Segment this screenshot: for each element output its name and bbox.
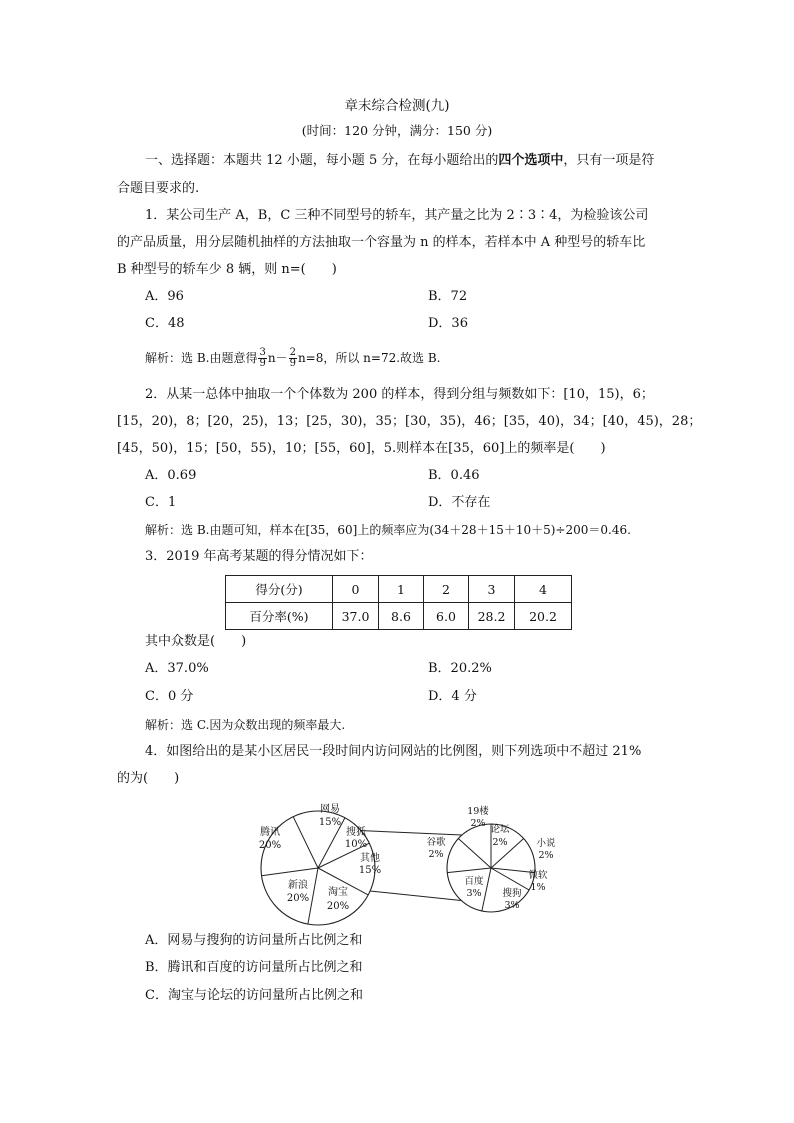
pie-slice-value: 15% (318, 817, 342, 828)
pie-slice-label: 搜狗 (502, 888, 522, 899)
q2-option-b[interactable]: B．0.46 (428, 468, 480, 483)
pie-slice-value: 1% (530, 882, 546, 893)
section-line2: 合题目要求的. (117, 181, 200, 196)
table-cell: 28.2 (469, 603, 515, 630)
q1-solution-prefix: 解析：选 B.由题意得 (145, 351, 258, 365)
table-cell: 1 (379, 576, 424, 603)
q1-solution-suffix: n=8，所以 n=72.故选 B. (297, 351, 441, 365)
table-cell: 4 (515, 576, 572, 603)
pie-slice-label: 网易 (320, 804, 340, 815)
q3-option-b[interactable]: B．20.2% (428, 661, 492, 676)
pie-slice-value: 2% (470, 818, 486, 829)
pie-slice-label: 腾讯 (260, 827, 280, 838)
pie-slice-value: 10% (344, 839, 368, 850)
q1-frac2-den: 9 (289, 358, 296, 369)
q1-option-c[interactable]: C．48 (145, 316, 185, 331)
q4-line2: 的为( ) (117, 771, 180, 786)
page-title: 章末综合检测(九) (344, 98, 450, 114)
pie-slice-label: 淘宝 (328, 887, 348, 898)
table-cell: 3 (469, 576, 515, 603)
pie-slice-value: 20% (258, 840, 282, 851)
pie-slice-label: 19楼 (467, 806, 489, 817)
section-heading (145, 152, 654, 170)
q3-line1: 3．2019 年高考某题的得分情况如下： (145, 549, 373, 564)
table-cell: 6.0 (424, 603, 469, 630)
pie-slice-label: 微软 (528, 870, 548, 881)
table-cell: 0 (333, 576, 379, 603)
q4-line1: 4．如图给出的是某小区居民一段时间内访问网站的比例图，则下列选项中不超过 21% (145, 744, 642, 759)
q3-option-c[interactable]: C．0 分 (145, 689, 194, 704)
table-cell: 20.2 (515, 603, 572, 630)
pie-slice-label: 新浪 (288, 880, 308, 891)
q1-option-a[interactable]: A．96 (145, 289, 184, 304)
pie-slice-label: 谷歌 (426, 837, 446, 848)
website-pie-charts (250, 795, 570, 930)
q2-solution: 解析：选 B.由题可知，样本在[35，60]上的频率应为(34＋28＋15＋10＋5)÷200＝0.46. (145, 523, 631, 537)
section-line1-bold: 四个选项中 (498, 153, 564, 168)
q2-line3: [45，50)，15；[50，55)，10；[55，60]，5.则样本在[35，60]上的频率是( ) (117, 441, 606, 456)
pie-slice-value: 15% (358, 865, 382, 876)
q1-option-d[interactable]: D．36 (428, 316, 468, 331)
pie-slice-value: 2% (538, 850, 554, 861)
q3-option-d[interactable]: D．4 分 (428, 689, 477, 704)
q3-option-a[interactable]: A．37.0% (145, 661, 209, 676)
q4-option-b[interactable]: B．腾讯和百度的访问量所占比例之和 (145, 960, 363, 975)
q1-line2: 的产品质量，用分层随机抽样的方法抽取一个容量为 n 的样本，若样本中 A 种型号的轿车比 (117, 235, 646, 250)
q1-solution-mid: n－ (267, 351, 288, 365)
pie-slice-label: 论坛 (490, 824, 510, 835)
section-line1-suffix: ，只有一项是符 (563, 153, 655, 168)
q1-frac2-num: 2 (289, 347, 296, 358)
table-header-cell: 百分率(%) (226, 603, 333, 630)
q4-option-a[interactable]: A．网易与搜狗的访问量所占比例之和 (145, 933, 363, 948)
pie-slice-label: 小说 (536, 838, 556, 849)
pie-slice-label: 其他 (360, 853, 380, 864)
pie-slice-value: 3% (466, 888, 482, 899)
pie-slice-label: 搜狐 (346, 827, 366, 838)
q2-option-d[interactable]: D．不存在 (428, 495, 491, 510)
q1-solution (145, 348, 441, 369)
q3-line2: 其中众数是( ) (145, 634, 247, 649)
q3-solution: 解析：选 C.因为众数出现的频率最大. (145, 718, 346, 732)
q1-frac1-den: 9 (259, 358, 266, 369)
table-header-cell: 得分(分) (226, 576, 333, 603)
q2-line2: [15，20)，8；[20，25)，13；[25，30)，35；[30，35)，46；[35，40)，34；[40，45)，28； (117, 414, 702, 429)
pie-slice-value: 3% (504, 900, 520, 911)
pie-slice-value: 2% (492, 837, 508, 848)
q1-line1: 1．某公司生产 A，B，C 三种不同型号的轿车，其产量之比为 2∶3∶4，为检验该公司 (145, 208, 649, 223)
table-row (226, 576, 572, 603)
score-table (225, 575, 572, 630)
q1-line3: B 种型号的轿车少 8 辆，则 n=( ) (117, 262, 337, 277)
q1-fraction-2 (289, 348, 297, 369)
q2-option-c[interactable]: C．1 (145, 495, 177, 510)
pie-slice-value: 20% (286, 893, 310, 904)
pie-slice-value: 2% (428, 849, 444, 860)
table-row (226, 603, 572, 630)
table-cell: 37.0 (333, 603, 379, 630)
q1-frac1-num: 3 (259, 347, 266, 358)
pie-slice-label: 百度 (464, 876, 484, 887)
q4-option-c[interactable]: C．淘宝与论坛的访问量所占比例之和 (145, 988, 363, 1003)
table-cell: 2 (424, 576, 469, 603)
connector-line (370, 891, 466, 901)
q1-fraction-1 (258, 348, 266, 369)
table-cell: 8.6 (379, 603, 424, 630)
page-subtitle: (时间：120 分钟，满分：150 分) (301, 123, 493, 138)
q1-option-b[interactable]: B．72 (428, 289, 468, 304)
q2-line1: 2．从某一总体中抽取一个个体数为 200 的样本，得到分组与频数如下：[10，15)，6； (145, 387, 654, 402)
pie-slice-value: 20% (326, 901, 350, 912)
section-line1-prefix: 一、选择题：本题共 12 小题，每小题 5 分，在每小题给出的 (145, 153, 499, 168)
q2-option-a[interactable]: A．0.69 (145, 468, 197, 483)
